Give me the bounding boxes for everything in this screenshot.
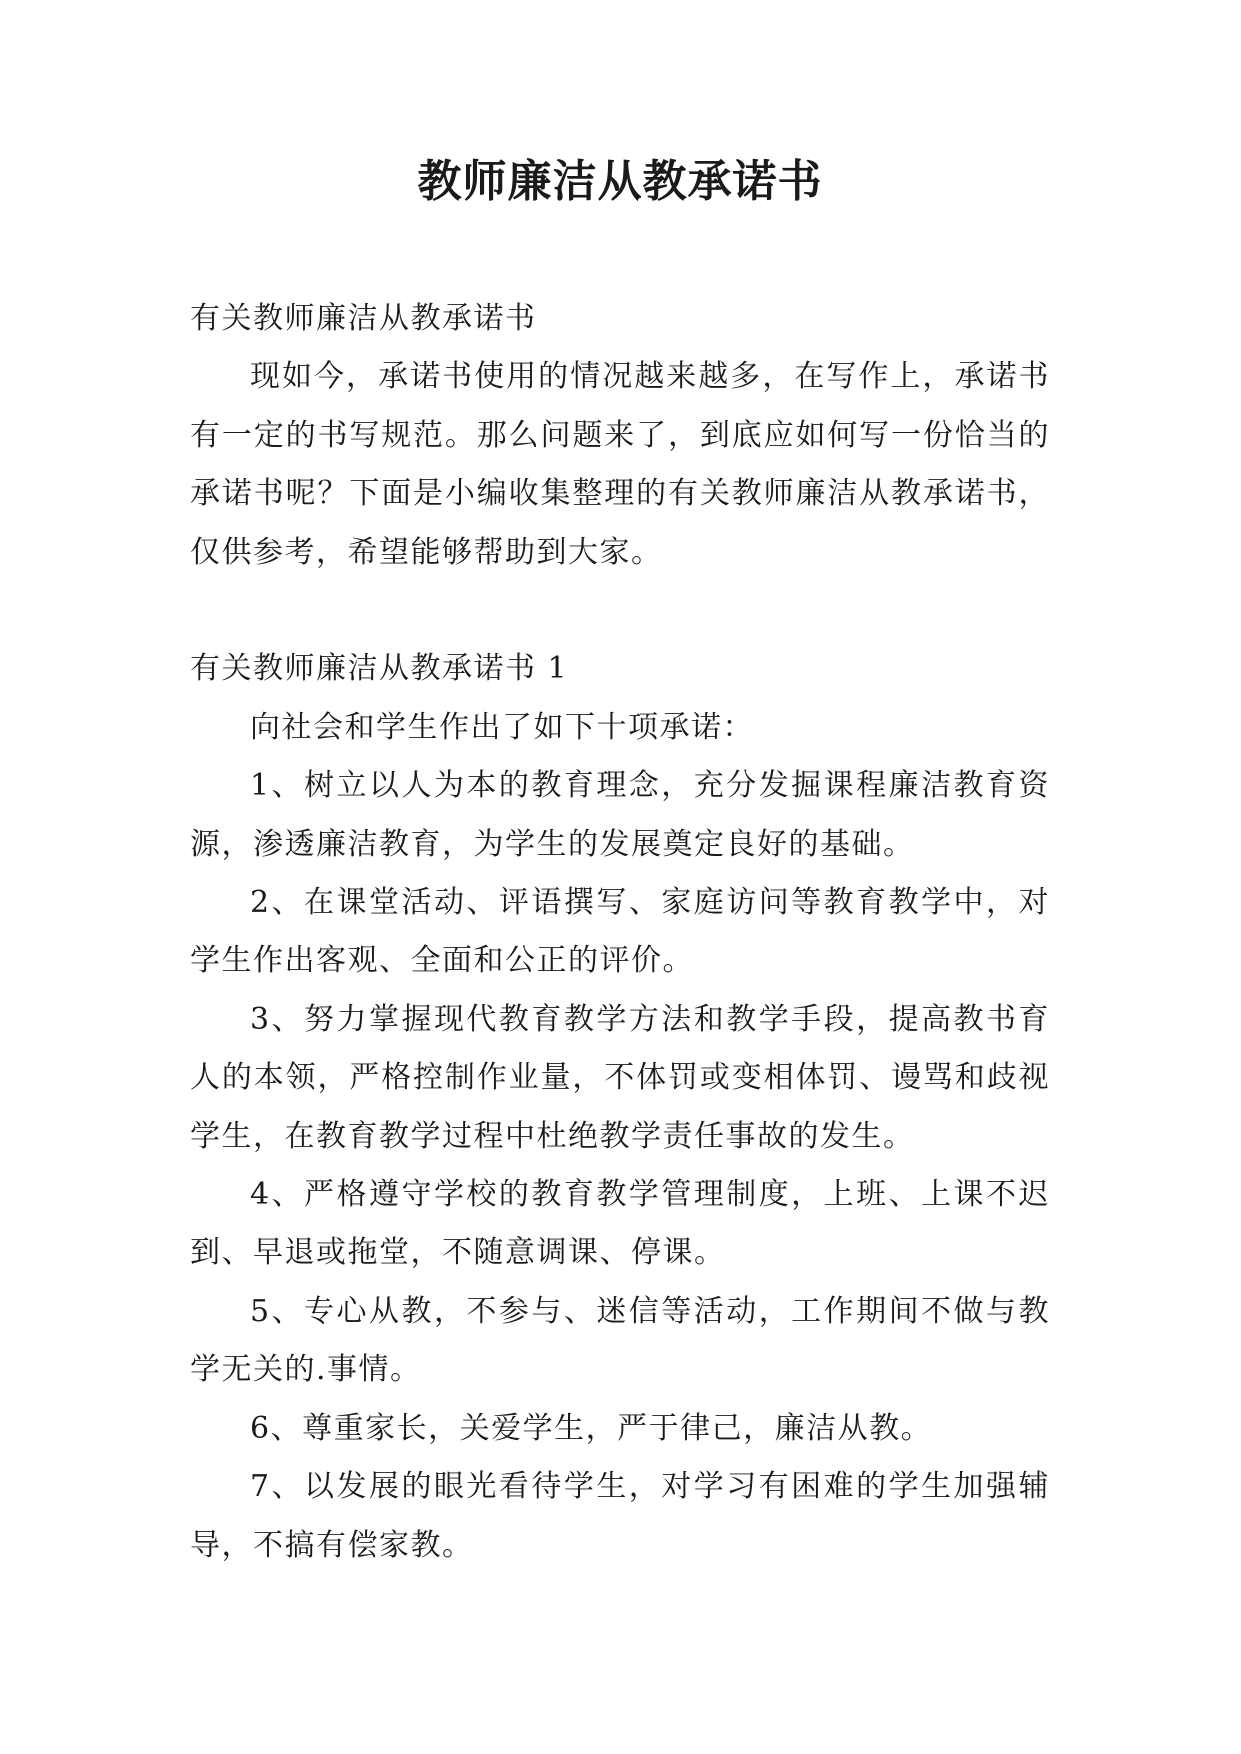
section-heading: 有关教师廉洁从教承诺书 1 [190, 651, 569, 687]
commitment-item-3: 3、努力掌握现代教育教学方法和教学手段，提高教书育人的本领，严格控制作业量，不体罚或变相体罚、谩骂和歧视学生，在教育教学过程中杜绝教学责任事故的发生。 [190, 1001, 1050, 1154]
intro-paragraph: 现如今，承诺书使用的情况越来越多，在写作上，承诺书有一定的书写规范。那么问题来了，到底应如何写一份恰当的承诺书呢？下面是小编收集整理的有关教师廉洁从教承诺书，仅供参考，希望能够帮助到大家。 [190, 359, 1050, 570]
document-body [190, 290, 1050, 1575]
commitment-item-1: 1、树立以人为本的教育理念，充分发掘课程廉洁教育资源，渗透廉洁教育，为学生的发展奠定良好的基础。 [190, 768, 1050, 862]
paragraph-spacer [190, 582, 1050, 640]
commitment-item-7: 7、以发展的眼光看待学生，对学习有困难的学生加强辅导，不搞有偿家教。 [190, 1469, 1050, 1563]
lead-paragraph: 向社会和学生作出了如下十项承诺： [250, 709, 754, 745]
commitment-item-4: 4、严格遵守学校的教育教学管理制度，上班、上课不迟到、早退或拖堂，不随意调课、停课。 [190, 1177, 1050, 1271]
commitment-item-5: 5、专心从教，不参与、迷信等活动，工作期间不做与教学无关的.事情。 [190, 1293, 1050, 1388]
commitment-item-2: 2、在课堂活动、评语撰写、家庭访问等教育教学中，对学生作出客观、全面和公正的评价。 [190, 885, 1050, 979]
document-subtitle: 有关教师廉洁从教承诺书 [190, 301, 537, 336]
commitment-item-6: 6、尊重家长，关爱学生，严于律己，廉洁从教。 [250, 1410, 933, 1446]
document-page [190, 0, 1050, 1754]
document-title: 教师廉洁从教承诺书 [417, 156, 823, 207]
